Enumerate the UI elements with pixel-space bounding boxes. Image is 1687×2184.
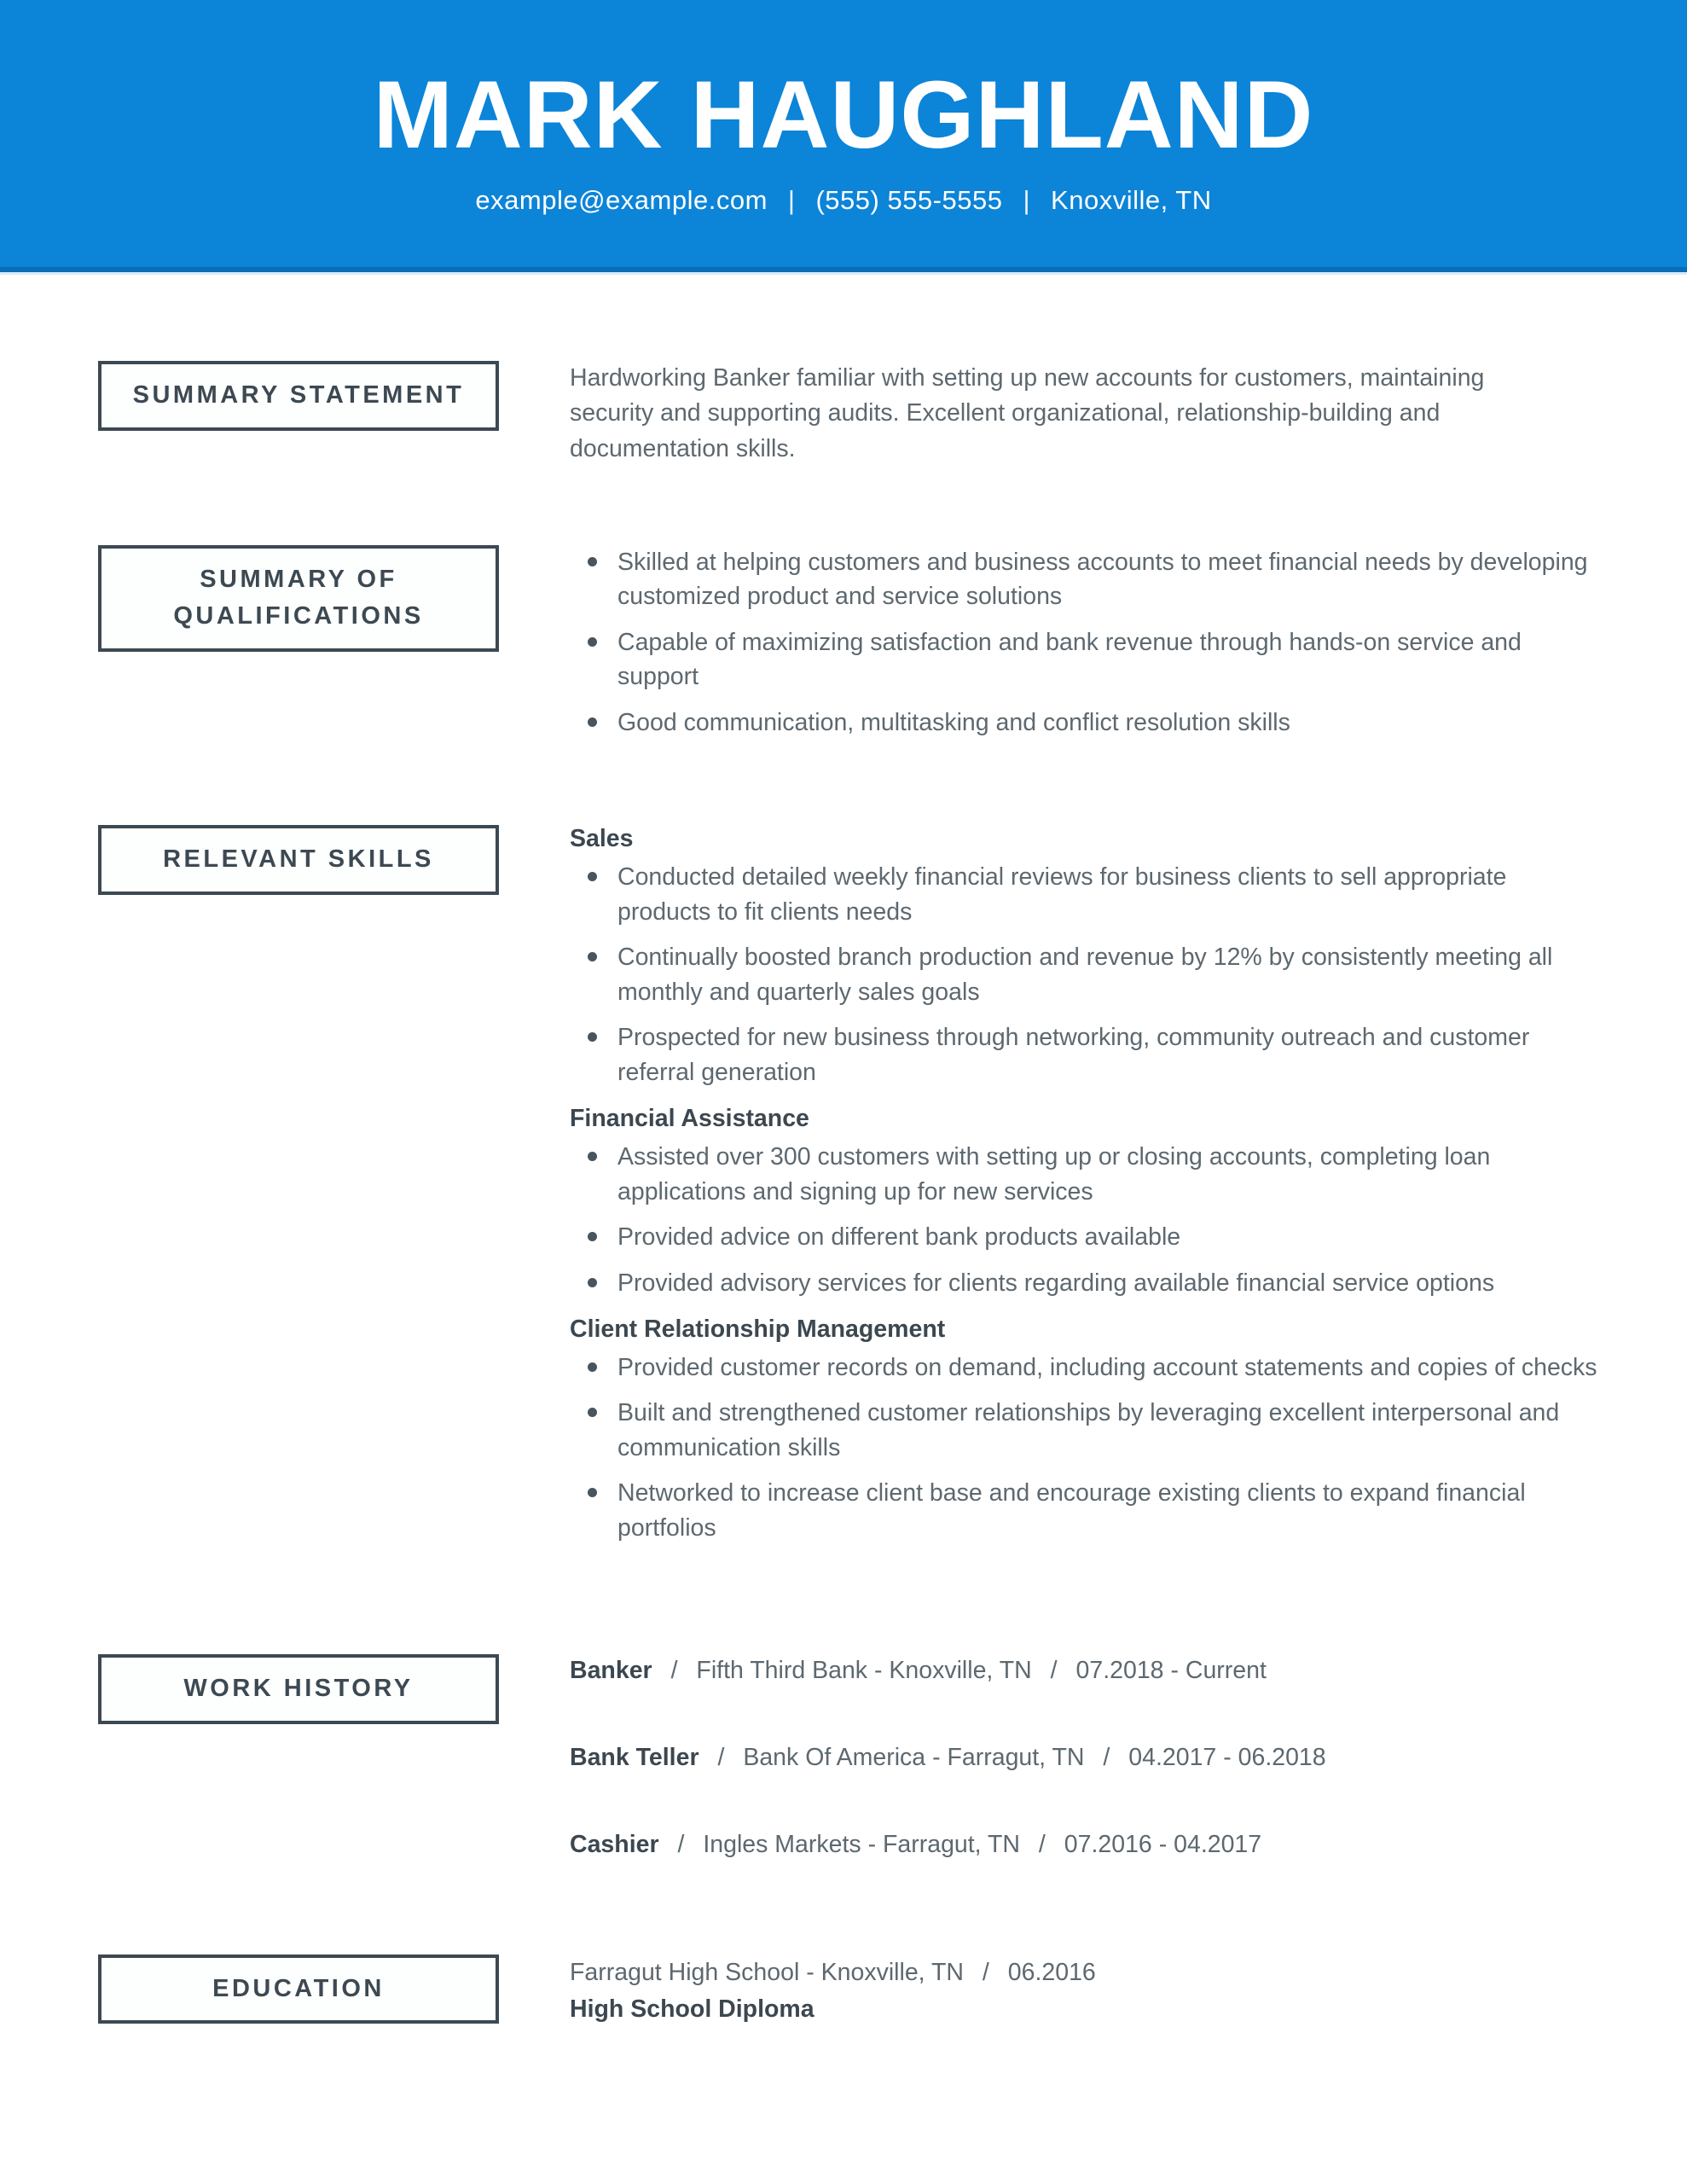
skills-group-title: Financial Assistance	[570, 1105, 809, 1133]
skills-group-sales	[570, 825, 1612, 1089]
skills-group-title: Sales	[570, 825, 634, 853]
header-band	[0, 0, 1687, 272]
list-item: Built and strengthened customer relationships by leveraging excellent interpersonal and communication skills	[570, 1396, 1602, 1465]
job-entry	[570, 1741, 1612, 1775]
education-label-box	[98, 1955, 499, 2024]
list-item: Capable of maximizing satisfaction and bank revenue through hands-on service and support	[570, 625, 1602, 694]
list-item: Provided customer records on demand, including account statements and copies of checks	[570, 1350, 1602, 1385]
relevant-skills-body	[570, 825, 1612, 1545]
job-company-location: Ingles Markets - Farragut, TN	[703, 1831, 1020, 1859]
qualifications-label-box	[98, 545, 499, 652]
list-item: Continually boosted branch production and revenue by 12% by consistently meeting all monthly and quarterly sales goals	[570, 940, 1602, 1009]
contact-separator: |	[1023, 185, 1031, 216]
resume-body	[0, 272, 1687, 2027]
section-label: EDUCATION	[212, 1974, 385, 2002]
field-separator: /	[717, 1744, 725, 1772]
summary-statement-body	[570, 361, 1612, 467]
education-school-line	[570, 1955, 1612, 1991]
section-label: SUMMARY OF QUALIFICATIONS	[173, 565, 424, 630]
job-entry	[570, 1828, 1612, 1862]
job-company-location: Fifth Third Bank - Knoxville, TN	[696, 1657, 1032, 1685]
section-work-history	[98, 1654, 1612, 1862]
field-separator: /	[982, 1958, 989, 1986]
education-school: Farragut High School - Knoxville, TN	[570, 1958, 964, 1986]
work-history-body	[570, 1654, 1612, 1862]
job-entry	[570, 1654, 1612, 1688]
section-summary-statement	[98, 361, 1612, 467]
education-body	[570, 1955, 1612, 2028]
job-title: Banker	[570, 1657, 652, 1685]
work-history-label-box	[98, 1654, 499, 1724]
field-separator: /	[677, 1831, 685, 1859]
list-item: Provided advisory services for clients regarding available financial service options	[570, 1266, 1602, 1300]
contact-location: Knoxville, TN	[1051, 185, 1212, 216]
field-separator: /	[1038, 1831, 1046, 1859]
job-dates: 07.2018 - Current	[1075, 1657, 1267, 1685]
summary-statement-label-box	[98, 361, 499, 431]
skills-group-title: Client Relationship Management	[570, 1315, 946, 1343]
field-separator: /	[1050, 1657, 1058, 1685]
contact-separator: |	[787, 185, 796, 216]
contact-email: example@example.com	[475, 185, 768, 216]
job-dates: 04.2017 - 06.2018	[1128, 1744, 1326, 1772]
section-qualifications	[98, 545, 1612, 740]
section-relevant-skills	[98, 825, 1612, 1545]
summary-text: Hardworking Banker familiar with setting up new accounts for customers, maintaining security and supporting audits. Excellent organizational, relationship-building and documentation skills.	[570, 364, 1485, 462]
job-company-location: Bank Of America - Farragut, TN	[743, 1744, 1085, 1772]
relevant-skills-label-box	[98, 825, 499, 895]
skills-group-list	[570, 1140, 1612, 1300]
list-item: Good communication, multitasking and conflict resolution skills	[570, 706, 1602, 740]
job-title: Bank Teller	[570, 1744, 699, 1772]
field-separator: /	[670, 1657, 678, 1685]
contact-line	[475, 185, 1211, 216]
skills-group-client-relationship-management	[570, 1316, 1612, 1545]
list-item: Skilled at helping customers and business accounts to meet financial needs by developing customized product and service solutions	[570, 545, 1602, 614]
skills-group-financial-assistance	[570, 1105, 1612, 1300]
job-title: Cashier	[570, 1831, 659, 1859]
candidate-name: MARK HAUGHLAND	[373, 61, 1314, 168]
section-label: SUMMARY STATEMENT	[132, 381, 465, 409]
list-item: Provided advice on different bank products available	[570, 1220, 1602, 1254]
education-date: 06.2016	[1007, 1958, 1096, 1986]
qualifications-body	[570, 545, 1612, 740]
list-item: Prospected for new business through networking, community outreach and customer referral generation	[570, 1020, 1602, 1089]
field-separator: /	[1103, 1744, 1110, 1772]
education-degree: High School Diploma	[570, 1995, 815, 2023]
section-label: WORK HISTORY	[183, 1675, 414, 1703]
job-dates: 07.2016 - 04.2017	[1064, 1831, 1262, 1859]
section-education	[98, 1955, 1612, 2028]
skills-group-list	[570, 860, 1612, 1089]
skills-group-list	[570, 1350, 1612, 1545]
section-label: RELEVANT SKILLS	[163, 845, 434, 874]
list-item: Networked to increase client base and encourage existing clients to expand financial portfolios	[570, 1476, 1602, 1545]
list-item: Assisted over 300 customers with setting up or closing accounts, completing loan applications and signing up for new services	[570, 1140, 1602, 1209]
contact-phone: (555) 555-5555	[815, 185, 1003, 216]
list-item: Conducted detailed weekly financial reviews for business clients to sell appropriate products to fit clients needs	[570, 860, 1602, 929]
qualifications-list	[570, 545, 1612, 740]
